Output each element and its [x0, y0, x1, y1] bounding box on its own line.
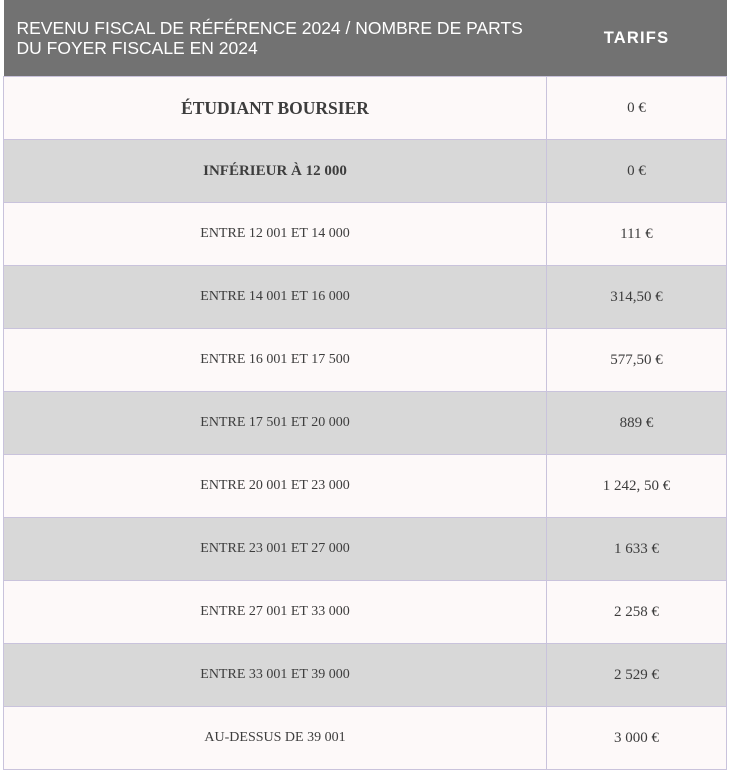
- table-row: [4, 644, 727, 707]
- table-row: [4, 581, 727, 644]
- row-price: 1 242, 50 €: [547, 455, 727, 518]
- row-label: ENTRE 12 001 ET 14 000: [4, 203, 547, 266]
- table-row: [4, 140, 727, 203]
- table-row: [4, 266, 727, 329]
- row-label: INFÉRIEUR À 12 000: [4, 140, 547, 203]
- table-row: [4, 77, 727, 140]
- row-price: 0 €: [547, 140, 727, 203]
- header-income-column: REVENU FISCAL DE RÉFÉRENCE 2024 / NOMBRE DE PARTS DU FOYER FISCALE EN 2024: [4, 0, 547, 77]
- table-row: [4, 518, 727, 581]
- row-label: ÉTUDIANT BOURSIER: [4, 77, 547, 140]
- row-price: 889 €: [547, 392, 727, 455]
- table-row: [4, 392, 727, 455]
- row-price: 111 €: [547, 203, 727, 266]
- row-label: AU-DESSUS DE 39 001: [4, 707, 547, 770]
- row-label: ENTRE 27 001 ET 33 000: [4, 581, 547, 644]
- row-label: ENTRE 20 001 ET 23 000: [4, 455, 547, 518]
- header-tarifs-column: TARIFS: [547, 0, 727, 77]
- table-row: [4, 329, 727, 392]
- table-row: [4, 455, 727, 518]
- row-price: 3 000 €: [547, 707, 727, 770]
- row-label: ENTRE 16 001 ET 17 500: [4, 329, 547, 392]
- row-label: ENTRE 14 001 ET 16 000: [4, 266, 547, 329]
- row-price: 0 €: [547, 77, 727, 140]
- row-price: 2 529 €: [547, 644, 727, 707]
- row-label: ENTRE 23 001 ET 27 000: [4, 518, 547, 581]
- tariff-table: [3, 0, 727, 770]
- table-row: [4, 707, 727, 770]
- row-price: 314,50 €: [547, 266, 727, 329]
- row-price: 2 258 €: [547, 581, 727, 644]
- row-price: 577,50 €: [547, 329, 727, 392]
- row-price: 1 633 €: [547, 518, 727, 581]
- row-label: ENTRE 17 501 ET 20 000: [4, 392, 547, 455]
- table-header-row: [4, 0, 727, 77]
- table-row: [4, 203, 727, 266]
- row-label: ENTRE 33 001 ET 39 000: [4, 644, 547, 707]
